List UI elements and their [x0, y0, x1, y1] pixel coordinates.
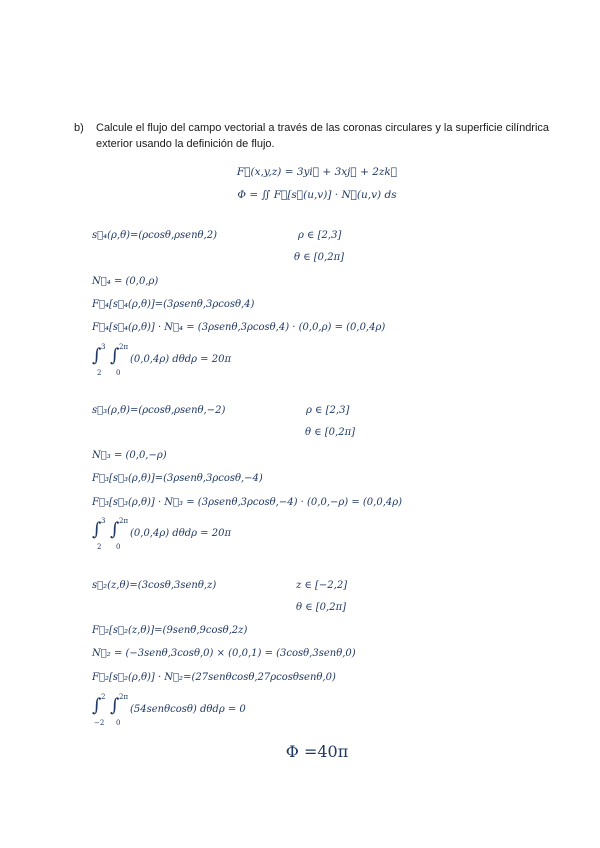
s3-outer-lower: 2 [97, 543, 102, 551]
s2-outer-lower: −2 [94, 719, 105, 727]
s2-normal: N⃗₂ = (−3senθ,3cosθ,0) × (0,0,1) = (3cosθ,3senθ,0) [92, 648, 356, 659]
s2-field: F⃗₂[s⃗₂(z,θ)]=(9senθ,9cosθ,2z) [92, 625, 248, 636]
s4-normal: N⃗₄ = (0,0,ρ) [92, 276, 159, 287]
s3-inner-upper: 2π [119, 517, 129, 525]
statement-line-2: exterior usando la definición de flujo. [96, 138, 275, 150]
s2-inner-upper: 2π [119, 693, 129, 701]
s2-inner-lower: 0 [116, 719, 121, 727]
s3-range-theta: θ ∈ [0,2π] [305, 427, 356, 438]
s2-outer-upper: 2 [101, 693, 106, 701]
s4-outer-lower: 2 [97, 369, 102, 377]
s4-parametrization: s⃗₄(ρ,θ)=(ρcosθ,ρsenθ,2) [92, 230, 217, 241]
s4-inner-upper: 2π [119, 343, 129, 351]
field-equation: F⃗(x,y,z) = 3yi⃗ + 3xj⃗ + 2zk⃗ [236, 166, 398, 178]
s3-field: F⃗₃[s⃗₃(ρ,θ)]=(3ρsenθ,3ρcosθ,−4) [92, 473, 263, 484]
s3-inner-lower: 0 [116, 543, 121, 551]
s4-integral-result: (0,0,4ρ) dθdρ = 20π [130, 354, 232, 365]
s4-dot-product: F⃗₄[s⃗₄(ρ,θ)] · N⃗₄ = (3ρsenθ,3ρcosθ,4) · (0,0,ρ) = (0,0,4ρ) [92, 322, 386, 333]
s4-outer-integral-sign: ∫ [92, 345, 102, 366]
s4-range-rho: ρ ∈ [2,3] [298, 230, 342, 241]
part-label: b) [74, 122, 84, 134]
s3-integral-result: (0,0,4ρ) dθdρ = 20π [130, 528, 232, 539]
s4-inner-lower: 0 [116, 369, 121, 377]
s4-range-theta: θ ∈ [0,2π] [294, 252, 345, 263]
statement-line-1: Calcule el flujo del campo vectorial a través de las coronas circulares y la superficie cilíndrica [96, 122, 550, 134]
s2-dot-product: F⃗₂[s⃗₂(ρ,θ)] · N⃗₂=(27senθcosθ,27ρcosθsenθ,0) [92, 672, 336, 683]
s3-outer-upper: 3 [101, 517, 106, 525]
s4-outer-upper: 3 [101, 343, 106, 351]
s3-inner-integral-sign: ∫ [110, 519, 120, 540]
s2-range-z: z ∈ [−2,2] [296, 580, 348, 591]
s3-dot-product: F⃗₃[s⃗₃(ρ,θ)] · N⃗₃ = (3ρsenθ,3ρcosθ,−4) · (0,0,−ρ) = (0,0,4ρ) [92, 497, 403, 508]
s2-inner-integral-sign: ∫ [110, 695, 120, 716]
s3-normal: N⃗₃ = (0,0,−ρ) [92, 450, 167, 461]
s4-inner-integral-sign: ∫ [110, 345, 120, 366]
s2-parametrization: s⃗₂(z,θ)=(3cosθ,3senθ,z) [92, 580, 217, 591]
flux-definition: Φ = ∬ F⃗[s⃗(u,v)] · N⃗(u,v) ds [237, 189, 397, 201]
s2-range-theta: θ ∈ [0,2π] [296, 602, 347, 613]
s4-field: F⃗₄[s⃗₄(ρ,θ)]=(3ρsenθ,3ρcosθ,4) [92, 299, 255, 310]
s2-outer-integral-sign: ∫ [92, 695, 102, 716]
s3-range-rho: ρ ∈ [2,3] [306, 405, 350, 416]
final-result: Φ =40π [285, 742, 349, 761]
s3-parametrization: s⃗₃(ρ,θ)=(ρcosθ,ρsenθ,−2) [92, 405, 226, 416]
s3-outer-integral-sign: ∫ [92, 519, 102, 540]
s2-integral-result: (54senθcosθ) dθdρ = 0 [130, 704, 246, 715]
